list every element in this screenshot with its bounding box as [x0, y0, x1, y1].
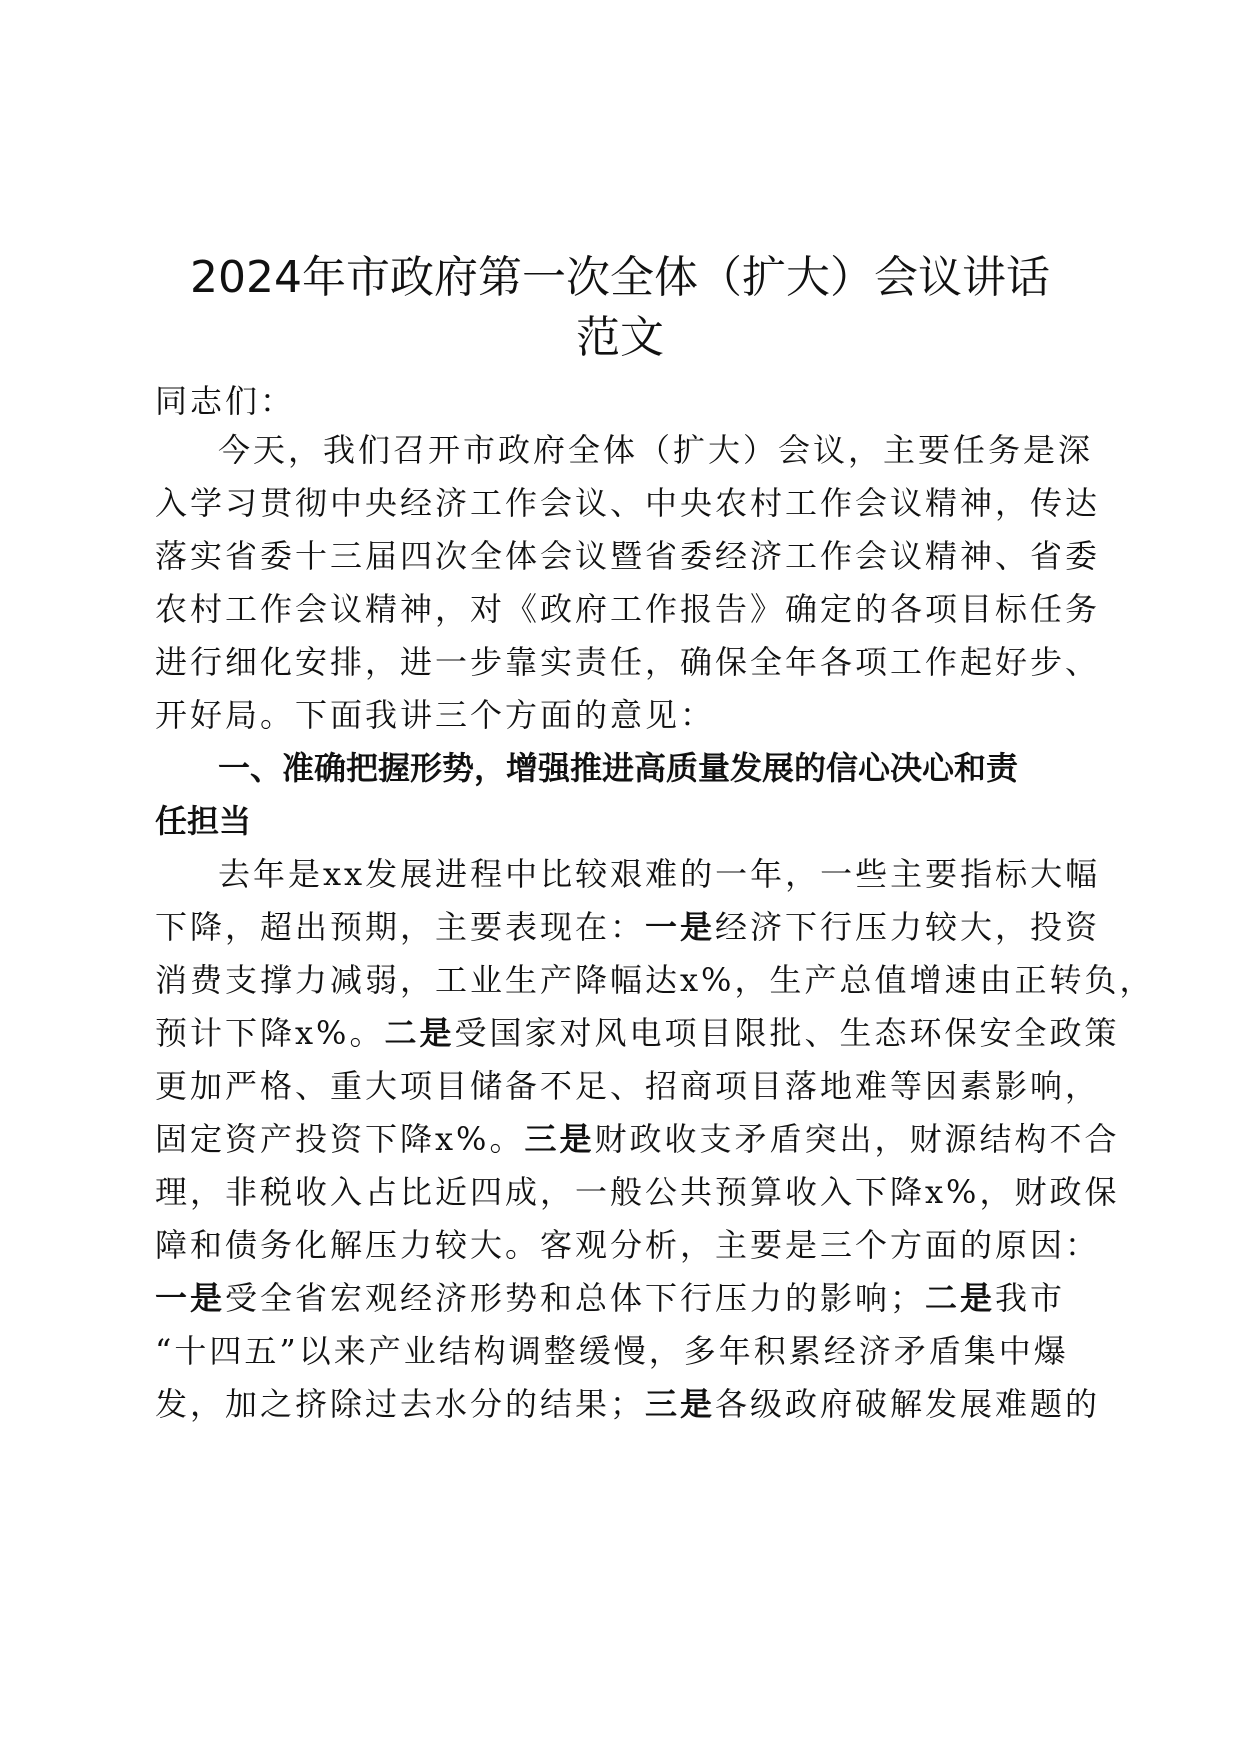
intro-line-6: 开好局。下面我讲三个方面的意见：	[155, 696, 716, 734]
body-text: 固定资产投资下降x%。	[155, 1120, 525, 1158]
body-text: 下降，超出预期，主要表现在：	[155, 908, 646, 946]
body-line-7: 理，非税收入占比近四成，一般公共预算收入下降x%，财政保	[155, 1173, 1120, 1211]
section-1-heading-line-2: 任担当	[155, 802, 252, 840]
bold-marker: 三是	[524, 1120, 595, 1158]
body-text: 财政收支矛盾突出，财源结构不合	[594, 1120, 1120, 1158]
salutation: 同志们：	[155, 382, 296, 420]
body-text: 我市	[995, 1279, 1066, 1317]
document-title-line-2: 范文	[576, 312, 664, 363]
bold-marker: 一是	[645, 908, 716, 946]
intro-line-3: 落实省委十三届四次全体会议暨省委经济工作会议精神、省委	[155, 537, 1101, 575]
intro-line-4: 农村工作会议精神，对《政府工作报告》确定的各项目标任务	[155, 590, 1101, 628]
bold-marker: 一是	[155, 1279, 226, 1317]
body-text: 预计下降x%。	[155, 1014, 385, 1052]
body-line-5: 更加严格、重大项目储备不足、招商项目落地难等因素影响，	[155, 1067, 1101, 1105]
section-1-heading-line-1: 一、准确把握形势，增强推进高质量发展的信心决心和责	[218, 749, 1019, 787]
body-line-11	[155, 1381, 1101, 1427]
body-line-1: 去年是xx发展进程中比较艰难的一年，一些主要指标大幅	[218, 855, 1101, 893]
body-text: 受全省宏观经济形势和总体下行压力的影响；	[225, 1279, 926, 1317]
body-text: 经济下行压力较大，投资	[715, 908, 1101, 946]
body-line-2	[155, 904, 1101, 950]
intro-line-5: 进行细化安排，进一步靠实责任，确保全年各项工作起好步、	[155, 643, 1101, 681]
body-text: 受国家对风电项目限批、生态环保安全政策	[454, 1014, 1120, 1052]
bold-marker: 二是	[925, 1279, 996, 1317]
body-line-8: 障和债务化解压力较大。客观分析，主要是三个方面的原因：	[155, 1226, 1101, 1264]
body-line-10: “十四五”以来产业结构调整缓慢，多年积累经济矛盾集中爆	[155, 1332, 1069, 1370]
intro-line-1: 今天，我们召开市政府全体（扩大）会议，主要任务是深	[218, 431, 1094, 469]
bold-marker: 三是	[645, 1385, 716, 1423]
body-line-4	[155, 1010, 1120, 1056]
intro-line-2: 入学习贯彻中央经济工作会议、中央农村工作会议精神，传达	[155, 484, 1101, 522]
document-title-line-1: 2024年市政府第一次全体（扩大）会议讲话	[190, 252, 1050, 303]
body-line-3: 消费支撑力减弱，工业生产降幅达x%，生产总值增速由正转负，	[155, 961, 1155, 999]
bold-marker: 二是	[384, 1014, 455, 1052]
body-text: 各级政府破解发展难题的	[715, 1385, 1101, 1423]
body-line-6	[155, 1116, 1120, 1162]
body-text: 发，加之挤除过去水分的结果；	[155, 1385, 646, 1423]
body-line-9	[155, 1275, 1075, 1321]
